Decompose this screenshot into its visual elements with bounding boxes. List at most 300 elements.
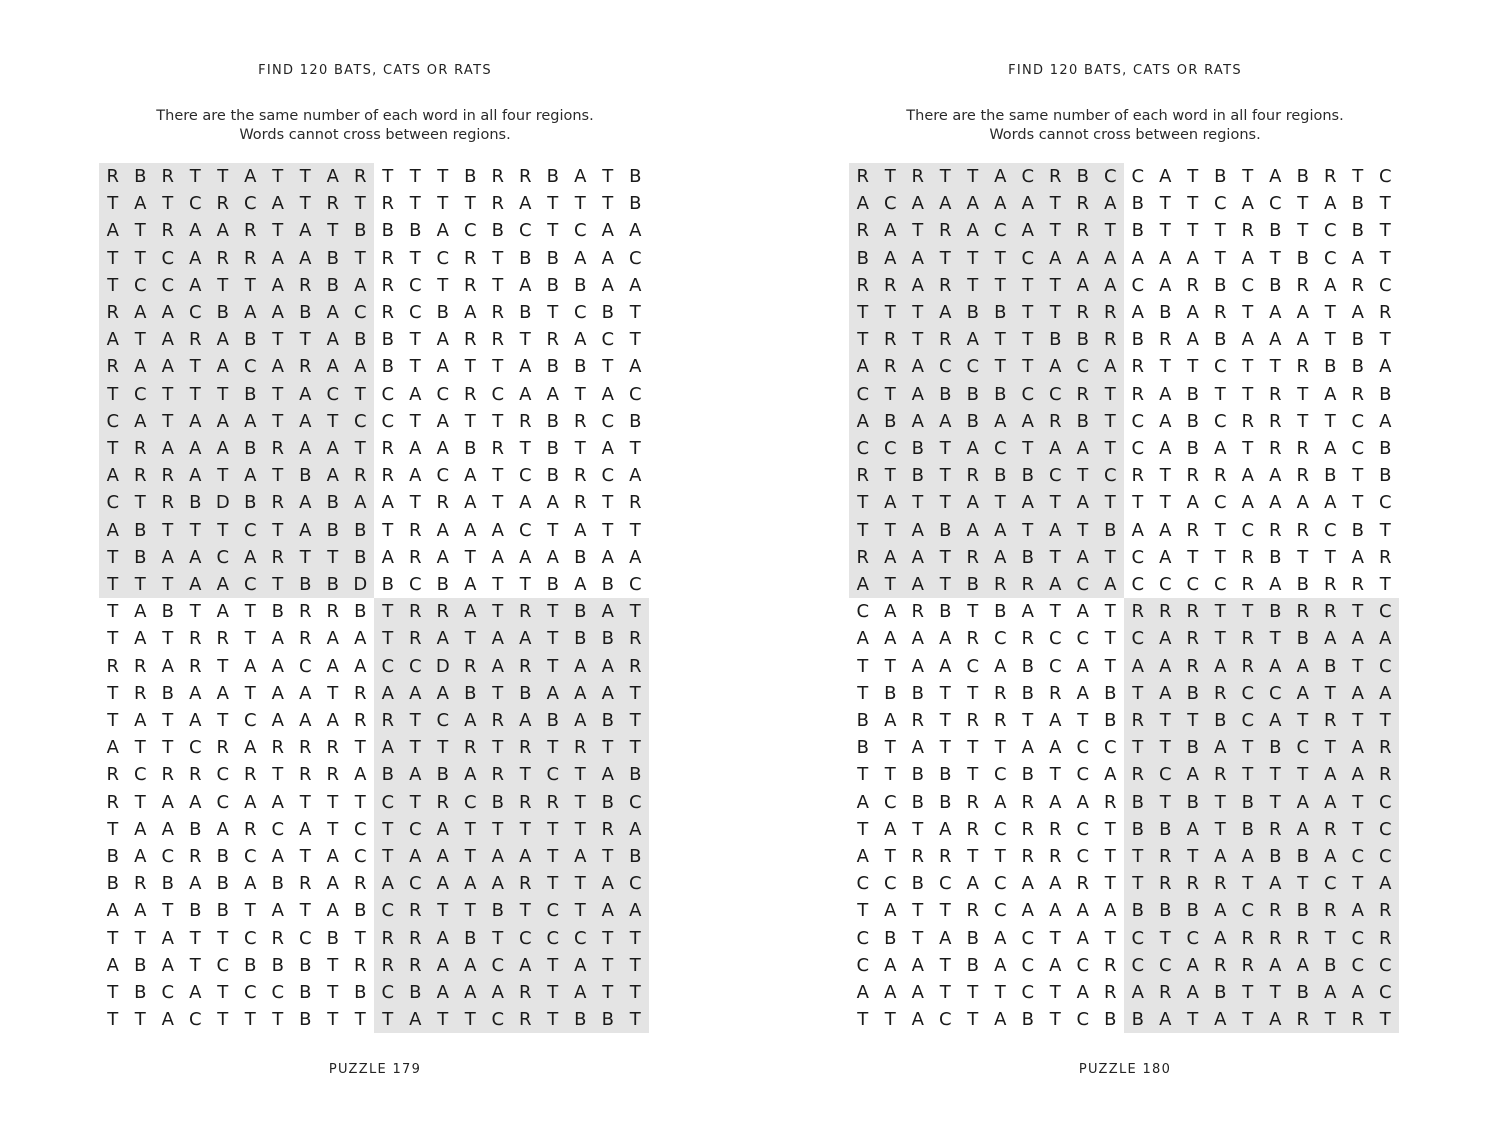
grid-letter: B	[1351, 329, 1364, 351]
grid-letter: T	[884, 846, 896, 867]
grid-letter: C	[1351, 927, 1365, 949]
grid-letter: C	[518, 927, 532, 949]
grid-letter: A	[1186, 492, 1199, 514]
grid-letter: T	[272, 220, 284, 242]
grid-letter: T	[884, 764, 896, 786]
grid-letter: T	[162, 900, 174, 922]
grid-letter: C	[243, 982, 257, 1003]
grid-letter: R	[1213, 682, 1227, 704]
grid-letter: A	[464, 302, 477, 323]
grid-letter: R	[1103, 791, 1117, 813]
grid-letter: C	[883, 193, 897, 215]
grid-letter: T	[299, 900, 311, 922]
grid-letter: R	[243, 220, 257, 242]
grid-letter: T	[1352, 818, 1364, 840]
grid-letter: C	[1021, 166, 1035, 187]
grid-letter: A	[884, 220, 897, 242]
grid-letter: T	[547, 193, 559, 215]
grid-letter: T	[162, 410, 174, 432]
grid-letter: B	[1296, 574, 1309, 595]
grid-letter: A	[216, 329, 229, 351]
grid-letter: T	[1379, 193, 1391, 215]
grid-letter: A	[134, 356, 147, 378]
grid-letter: T	[1104, 410, 1116, 432]
grid-letter: C	[1351, 438, 1365, 459]
grid-letter: A	[244, 465, 257, 487]
grid-letter: R	[133, 465, 147, 487]
grid-letter: A	[884, 710, 897, 731]
grid-letter: T	[1214, 628, 1226, 650]
grid-letter: A	[856, 410, 869, 432]
grid-letter: B	[381, 220, 394, 242]
grid-letter: A	[994, 166, 1007, 187]
grid-letter: A	[464, 873, 477, 895]
grid-letter: A	[1159, 410, 1172, 432]
grid-letter: A	[299, 818, 312, 840]
grid-letter: B	[574, 1009, 587, 1031]
grid-letter: R	[106, 791, 119, 813]
grid-letter: R	[1296, 356, 1309, 378]
grid-letter: T	[382, 846, 394, 867]
grid-letter: A	[1049, 356, 1062, 378]
grid-letter: T	[409, 329, 421, 351]
grid-letter: B	[911, 465, 924, 487]
grid-letter: A	[161, 302, 174, 323]
grid-letter: A	[966, 220, 979, 242]
grid-letter: B	[299, 574, 312, 595]
grid-letter: T	[994, 274, 1006, 296]
grid-letter: T	[629, 329, 641, 351]
grid-letter: C	[1378, 791, 1392, 813]
grid-letter: A	[1186, 247, 1199, 269]
grid-letter: T	[574, 873, 586, 895]
grid-letter: T	[1379, 247, 1391, 269]
grid-letter: C	[856, 383, 870, 405]
grid-letter: C	[1076, 737, 1090, 759]
grid-letter: T	[1187, 710, 1199, 731]
grid-letter: T	[134, 791, 146, 813]
grid-letter: B	[1021, 655, 1034, 677]
grid-letter: C	[381, 383, 395, 405]
grid-letter: T	[602, 519, 614, 541]
grid-letter: T	[547, 601, 559, 623]
grid-letter: T	[382, 628, 394, 650]
grid-letter: A	[1379, 628, 1392, 650]
grid-letter: B	[464, 166, 477, 187]
grid-letter: B	[464, 927, 477, 949]
grid-letter: B	[1296, 846, 1309, 867]
grid-letter: T	[967, 846, 979, 867]
grid-letter: A	[911, 274, 924, 296]
grid-letter: A	[271, 846, 284, 867]
grid-letter: B	[911, 438, 924, 459]
grid-letter: A	[161, 791, 174, 813]
grid-letter: R	[353, 873, 367, 895]
grid-letter: A	[216, 818, 229, 840]
grid-letter: T	[967, 274, 979, 296]
grid-letter: B	[1159, 302, 1172, 323]
grid-letter: R	[856, 166, 869, 187]
grid-letter: A	[1324, 982, 1337, 1003]
grid-letter: T	[162, 628, 174, 650]
grid-letter: R	[1241, 628, 1254, 650]
grid-letter: B	[884, 682, 897, 704]
grid-letter: A	[1021, 410, 1034, 432]
grid-letter: R	[1021, 628, 1034, 650]
grid-letter: C	[1076, 574, 1090, 595]
grid-letter: B	[354, 519, 367, 541]
grid-letter: R	[993, 574, 1007, 595]
grid-letter: A	[994, 655, 1007, 677]
grid-letter: C	[463, 220, 477, 242]
grid-letter: T	[1269, 247, 1281, 269]
grid-letter: C	[353, 302, 367, 323]
grid-letter: T	[1352, 655, 1364, 677]
grid-letter: A	[966, 193, 979, 215]
grid-letter: A	[436, 954, 449, 976]
grid-letter: C	[1241, 710, 1255, 731]
grid-letter: A	[1324, 628, 1337, 650]
grid-letter: T	[409, 737, 421, 759]
grid-letter: B	[574, 546, 587, 568]
grid-letter: R	[243, 764, 257, 786]
grid-letter: A	[161, 954, 174, 976]
grid-letter: R	[1158, 329, 1172, 351]
grid-letter: A	[1049, 710, 1062, 731]
grid-letter: A	[1241, 846, 1254, 867]
grid-letter: A	[1379, 873, 1392, 895]
grid-letter: B	[1104, 519, 1117, 541]
grid-letter: R	[856, 546, 869, 568]
grid-letter: A	[1269, 329, 1282, 351]
grid-letter: B	[1076, 410, 1089, 432]
grid-letter: A	[1214, 900, 1227, 922]
grid-letter: T	[409, 247, 421, 269]
grid-letter: B	[134, 519, 147, 541]
grid-letter: A	[244, 655, 257, 677]
grid-letter: C	[546, 927, 560, 949]
grid-letter: T	[1049, 492, 1061, 514]
grid-letter: A	[1214, 846, 1227, 867]
grid-letter: C	[243, 574, 257, 595]
grid-letter: T	[547, 873, 559, 895]
grid-letter: A	[1049, 873, 1062, 895]
grid-letter: T	[1297, 383, 1309, 405]
grid-letter: B	[409, 220, 422, 242]
grid-letter: A	[134, 302, 147, 323]
grid-letter: B	[1186, 438, 1199, 459]
grid-letter: A	[106, 737, 119, 759]
grid-letter: A	[299, 438, 312, 459]
grid-letter: A	[436, 818, 449, 840]
grid-letter: R	[1103, 982, 1117, 1003]
grid-letter: T	[327, 954, 339, 976]
grid-letter: B	[574, 628, 587, 650]
grid-letter: T	[1159, 791, 1171, 813]
grid-letter: C	[161, 982, 175, 1003]
grid-letter: B	[1186, 791, 1199, 813]
grid-letter: T	[912, 900, 924, 922]
grid-letter: A	[601, 274, 614, 296]
grid-letter: C	[1378, 274, 1392, 296]
grid-letter: T	[409, 166, 421, 187]
grid-letter: A	[1296, 954, 1309, 976]
grid-letter: C	[106, 492, 120, 514]
grid-letter: R	[518, 1009, 532, 1031]
grid-letter: R	[1323, 818, 1337, 840]
grid-letter: A	[884, 900, 897, 922]
grid-letter: B	[436, 302, 449, 323]
grid-letter: T	[382, 519, 394, 541]
grid-letter: R	[133, 873, 147, 895]
grid-letter: T	[547, 628, 559, 650]
grid-letter: A	[1351, 764, 1364, 786]
grid-letter: T	[189, 519, 201, 541]
grid-letter: T	[1297, 764, 1309, 786]
grid-letter: T	[1187, 846, 1199, 867]
grid-letter: A	[1351, 628, 1364, 650]
grid-letter: B	[601, 628, 614, 650]
grid-letter: R	[1131, 601, 1144, 623]
grid-letter: T	[912, 492, 924, 514]
grid-letter: R	[1268, 383, 1282, 405]
grid-letter: C	[1378, 166, 1392, 187]
grid-letter: C	[1131, 274, 1145, 296]
grid-letter: A	[1324, 438, 1337, 459]
grid-letter: T	[1187, 1009, 1199, 1031]
grid-letter: C	[1076, 818, 1090, 840]
grid-letter: A	[519, 846, 532, 867]
grid-letter: C	[1076, 1009, 1090, 1031]
grid-letter: R	[491, 764, 504, 786]
grid-letter: T	[217, 166, 229, 187]
grid-letter: A	[884, 628, 897, 650]
grid-letter: B	[1324, 954, 1337, 976]
grid-letter: A	[491, 546, 504, 568]
grid-letter: B	[216, 846, 229, 867]
grid-letter: T	[547, 737, 559, 759]
grid-letter: B	[1131, 220, 1144, 242]
grid-letter: B	[1269, 546, 1282, 568]
grid-letter: T	[1297, 710, 1309, 731]
grid-letter: T	[189, 927, 201, 949]
grid-letter: B	[1021, 465, 1034, 487]
grid-letter: R	[1048, 846, 1062, 867]
grid-letter: C	[353, 818, 367, 840]
grid-letter: T	[1049, 302, 1061, 323]
grid-letter: T	[1242, 1009, 1254, 1031]
grid-letter: R	[573, 465, 587, 487]
grid-letter: T	[327, 220, 339, 242]
grid-letter: T	[1297, 546, 1309, 568]
grid-letter: T	[327, 410, 339, 432]
grid-letter: R	[628, 492, 642, 514]
grid-letter: T	[107, 628, 119, 650]
grid-letter: A	[491, 873, 504, 895]
grid-letter: R	[1268, 519, 1282, 541]
grid-letter: R	[326, 764, 339, 786]
grid-letter: A	[1269, 574, 1282, 595]
grid-letter: T	[1159, 193, 1171, 215]
grid-letter: A	[354, 356, 367, 378]
grid-letter: A	[1296, 302, 1309, 323]
grid-letter: T	[492, 927, 504, 949]
grid-letter: C	[1268, 682, 1282, 704]
grid-letter: R	[1213, 954, 1227, 976]
grid-letter: A	[106, 220, 119, 242]
grid-letter: C	[271, 982, 285, 1003]
grid-letter: T	[107, 247, 119, 269]
grid-letter: T	[409, 193, 421, 215]
grid-letter: A	[354, 492, 367, 514]
grid-letter: A	[601, 601, 614, 623]
grid-letter: B	[1269, 846, 1282, 867]
grid-letter: R	[1048, 166, 1062, 187]
grid-letter: T	[464, 818, 476, 840]
grid-letter: A	[1214, 655, 1227, 677]
grid-letter: R	[1021, 818, 1034, 840]
grid-letter: B	[299, 302, 312, 323]
grid-letter: R	[1351, 574, 1364, 595]
grid-letter: T	[244, 1009, 256, 1031]
grid-letter: A	[856, 574, 869, 595]
grid-letter: A	[966, 519, 979, 541]
grid-letter: A	[1186, 954, 1199, 976]
grid-letter: C	[188, 737, 202, 759]
grid-letter: T	[464, 193, 476, 215]
grid-letter: A	[436, 628, 449, 650]
grid-letter: T	[519, 329, 531, 351]
grid-letter: T	[354, 438, 366, 459]
grid-letter: A	[299, 383, 312, 405]
grid-letter: C	[216, 791, 230, 813]
grid-letter: R	[491, 193, 504, 215]
grid-letter: T	[939, 247, 951, 269]
grid-letter: C	[1378, 655, 1392, 677]
grid-letter: T	[162, 710, 174, 731]
grid-letter: R	[298, 873, 312, 895]
grid-letter: T	[994, 846, 1006, 867]
grid-letter: B	[326, 247, 339, 269]
grid-letter: C	[1213, 193, 1227, 215]
grid-letter: R	[938, 274, 952, 296]
grid-letter: A	[1269, 302, 1282, 323]
grid-letter: C	[1021, 982, 1035, 1003]
grid-letter: A	[1324, 193, 1337, 215]
grid-letter: T	[1242, 764, 1254, 786]
grid-letter: C	[243, 927, 257, 949]
grid-letter: B	[546, 274, 559, 296]
grid-letter: A	[574, 166, 587, 187]
grid-letter: T	[1132, 737, 1144, 759]
grid-letter: A	[1214, 438, 1227, 459]
grid-letter: A	[1131, 247, 1144, 269]
grid-letter: T	[299, 329, 311, 351]
grid-letter: C	[188, 1009, 202, 1031]
grid-letter: T	[272, 329, 284, 351]
grid-letter: A	[106, 954, 119, 976]
grid-letter: R	[161, 465, 174, 487]
grid-letter: A	[134, 710, 147, 731]
grid-letter: R	[463, 655, 477, 677]
grid-letter: C	[243, 846, 257, 867]
grid-letter: T	[547, 1009, 559, 1031]
grid-letter: T	[107, 438, 119, 459]
grid-letter: T	[1159, 356, 1171, 378]
grid-letter: C	[271, 818, 285, 840]
grid-letter: T	[857, 519, 869, 541]
grid-letter: T	[1049, 601, 1061, 623]
grid-letter: A	[299, 682, 312, 704]
grid-letter: B	[326, 574, 339, 595]
grid-letter: T	[629, 982, 641, 1003]
grid-letter: B	[1021, 1009, 1034, 1031]
grid-letter: A	[161, 329, 174, 351]
grid-letter: T	[1269, 791, 1281, 813]
grid-letter: A	[1186, 764, 1199, 786]
grid-letter: C	[408, 274, 422, 296]
grid-letter: T	[547, 954, 559, 976]
grid-letter: T	[1269, 356, 1281, 378]
grid-letter: T	[217, 519, 229, 541]
grid-letter: A	[326, 438, 339, 459]
grid-letter: T	[327, 818, 339, 840]
grid-letter: T	[1159, 710, 1171, 731]
grid-letter: T	[939, 710, 951, 731]
grid-letter: R	[518, 410, 532, 432]
grid-letter: B	[546, 356, 559, 378]
grid-letter: T	[162, 519, 174, 541]
grid-letter: T	[492, 737, 504, 759]
grid-letter: T	[1022, 302, 1034, 323]
grid-letter: T	[912, 329, 924, 351]
grid-letter: R	[1241, 927, 1254, 949]
grid-letter: A	[326, 329, 339, 351]
grid-letter: B	[1269, 601, 1282, 623]
grid-letter: A	[1241, 492, 1254, 514]
grid-letter: T	[1104, 873, 1116, 895]
grid-letter: R	[1131, 764, 1144, 786]
grid-letter: C	[628, 247, 642, 269]
grid-letter: T	[1022, 329, 1034, 351]
grid-letter: T	[1324, 329, 1336, 351]
grid-letter: R	[1103, 329, 1117, 351]
grid-letter: T	[244, 274, 256, 296]
grid-letter: B	[629, 166, 642, 187]
grid-letter: C	[1048, 383, 1062, 405]
grid-letter: A	[1269, 655, 1282, 677]
grid-letter: C	[1131, 546, 1145, 568]
grid-letter: T	[574, 193, 586, 215]
grid-letter: R	[1186, 601, 1199, 623]
grid-letter: B	[994, 302, 1007, 323]
grid-letter: R	[491, 438, 504, 459]
grid-letter: T	[629, 601, 641, 623]
grid-letter: A	[491, 655, 504, 677]
grid-letter: T	[1104, 628, 1116, 650]
grid-letter: T	[994, 329, 1006, 351]
grid-letter: B	[1131, 900, 1144, 922]
grid-letter: T	[272, 166, 284, 187]
grid-letter: B	[244, 954, 257, 976]
grid-letter: T	[884, 302, 896, 323]
grid-letter: R	[1048, 682, 1062, 704]
grid-letter: T	[244, 628, 256, 650]
grid-letter: T	[107, 574, 119, 595]
grid-letter: T	[967, 601, 979, 623]
grid-letter: T	[857, 492, 869, 514]
grid-letter: B	[519, 302, 532, 323]
